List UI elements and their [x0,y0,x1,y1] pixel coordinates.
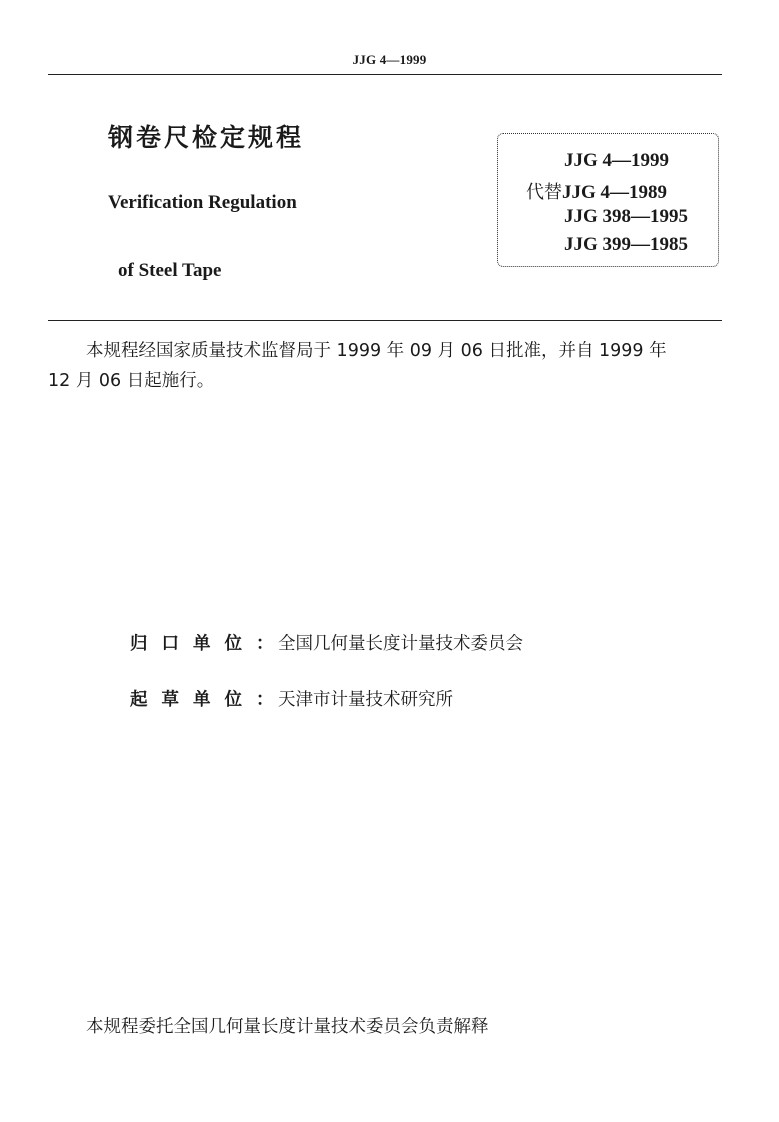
responsible-unit-value: 全国几何量长度计量技术委员会 [278,634,523,654]
drafting-unit-row [130,686,453,711]
title-chinese: 钢卷尺检定规程 [108,123,305,152]
code-replaced-2: JJG 398—1995 [564,206,689,227]
approval-text-line2: 12 月 06 日起施行。 [48,371,215,391]
title-english-line1: Verification Regulation [108,192,297,213]
responsible-unit-label: 归口单位： [130,634,288,654]
responsible-unit-row [130,630,523,655]
code-replaced-3: JJG 399—1985 [564,234,689,255]
code-current: JJG 4—1999 [564,150,670,171]
approval-text-line1: 本规程经国家质量技术监督局于 1999 年 09 月 06 日批准，并自 1999 年 [86,341,667,361]
top-divider [48,74,722,75]
standard-code-box [497,133,719,267]
title-english-line2: of Steel Tape [118,260,222,281]
interpretation-note: 本规程委托全国几何量长度计量技术委员会负责解释 [86,1017,489,1037]
middle-divider [48,320,722,321]
header-standard-code: JJG 4—1999 [352,52,427,67]
drafting-unit-label: 起草单位： [130,690,288,710]
code-replaced-1: JJG 4—1989 [562,182,668,203]
drafting-unit-value: 天津市计量技术研究所 [278,690,453,710]
code-replaces-prefix: 代替 [526,182,562,203]
code-replaces-row [526,178,667,204]
